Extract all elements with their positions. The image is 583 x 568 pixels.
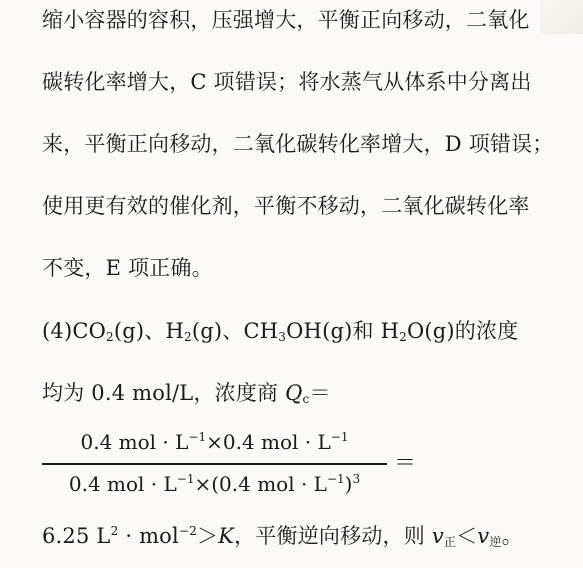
den-part-3: ): [344, 472, 353, 496]
den-exp-1: −1: [176, 472, 195, 486]
q4-prefix: (4)CO: [42, 319, 107, 343]
question-4-line-2: [42, 379, 331, 407]
paragraph-line-3: 来，平衡正向移动，二氧化碳转化率增大，D 项错误；: [42, 132, 554, 156]
paragraph-line-4: 使用更有效的催化剂，平衡不移动，二氧化碳转化率: [42, 194, 530, 218]
paragraph-line-2: 碳转化率增大，C 项错误；将水蒸气从体系中分离出: [42, 70, 532, 94]
q4-line2-prefix: 均为 0.4 mol/L，浓度商: [42, 381, 286, 405]
num-exp-2: −1: [330, 430, 349, 444]
greater-than-sign: ＞: [197, 524, 219, 548]
result-value: 6.25 L: [42, 524, 111, 548]
mol-part: · mol: [118, 524, 179, 548]
fraction-numerator: [42, 430, 387, 454]
page-corner-shadow: [540, 0, 583, 34]
num-part-2: ×0.4 mol · L: [206, 430, 331, 454]
den-part-2: ×(0.4 mol · L: [194, 472, 327, 496]
fraction-denominator: [42, 472, 387, 496]
q4-after-h2: (g)、CH: [191, 319, 279, 343]
k-symbol: K: [218, 524, 235, 548]
h2o-subscript: 2: [399, 330, 407, 344]
v-forward-subscript: 正: [443, 535, 457, 549]
l-exponent: 2: [110, 524, 119, 538]
paragraph-line-5: 不变，E 项正确。: [42, 256, 213, 280]
q4-after-co2: (g)、H: [113, 319, 185, 343]
h2-subscript: 2: [184, 330, 192, 344]
v-reverse-subscript: 逆: [489, 535, 502, 549]
fraction-equals-sign: ＝: [394, 451, 417, 476]
q4-after-ch3: OH(g)和 H: [286, 319, 400, 343]
mol-exponent: −2: [178, 524, 198, 538]
question-4-line-1: [42, 317, 518, 345]
den-exp-3: 3: [352, 472, 361, 486]
q-subscript: c: [302, 392, 310, 406]
v-forward-symbol: v: [431, 524, 444, 548]
den-part-1: 0.4 mol · L: [68, 472, 177, 496]
fraction-bar: [42, 463, 387, 465]
co2-subscript: 2: [106, 330, 114, 344]
q-symbol: Q: [285, 381, 303, 405]
result-line: [42, 522, 523, 550]
ch3-subscript: 3: [278, 330, 287, 344]
q4-line2-suffix: ＝: [309, 381, 331, 405]
q4-after-h2o: O(g)的浓度: [406, 319, 519, 343]
num-part-1: 0.4 mol · L: [80, 430, 189, 454]
den-exp-2: −1: [326, 472, 345, 486]
result-end: 。: [501, 524, 523, 548]
less-than-sign: ＜: [456, 524, 478, 548]
num-exp-1: −1: [188, 430, 207, 444]
paragraph-line-1: 缩小容器的容积，压强增大，平衡正向移动，二氧化: [42, 8, 530, 32]
v-reverse-symbol: v: [477, 524, 490, 548]
result-text: ，平衡逆向移动，则: [234, 524, 432, 548]
